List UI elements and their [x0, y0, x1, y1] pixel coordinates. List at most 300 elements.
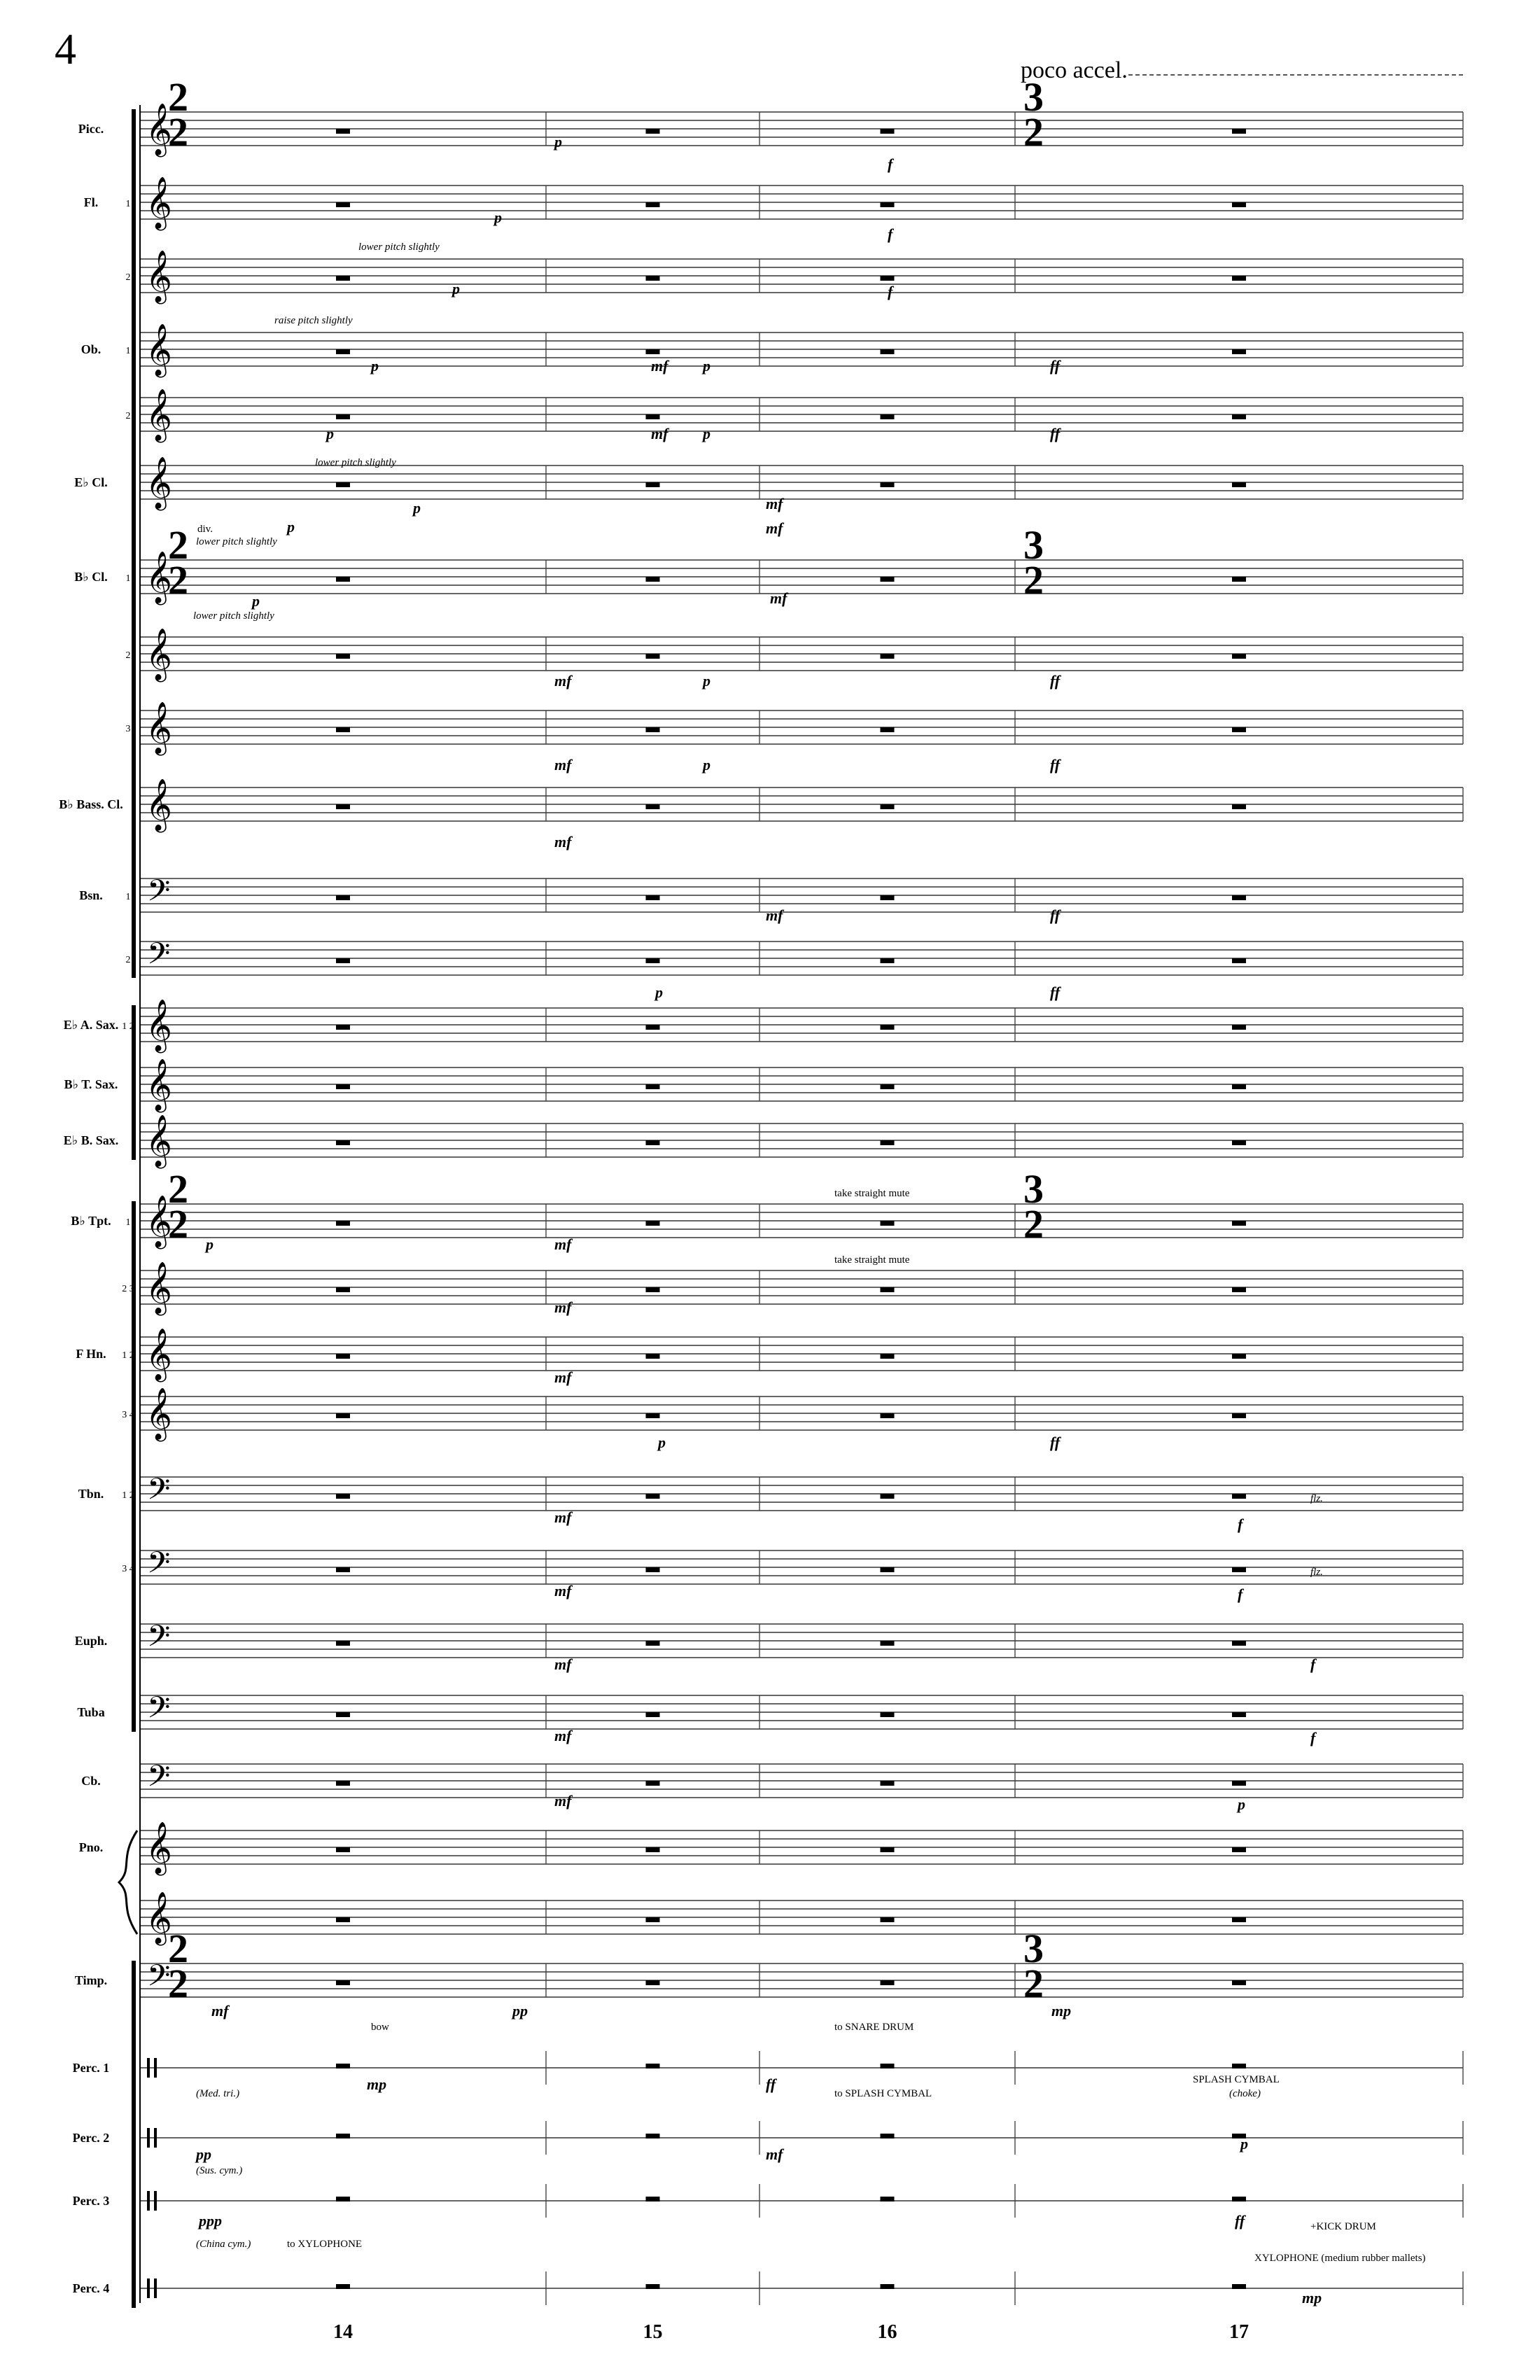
staff-number: 3 4	[122, 1410, 134, 1420]
dynamic-marking: ff	[766, 2076, 776, 2093]
dynamic-marking: mf	[651, 425, 668, 442]
rest-icon	[881, 1567, 895, 1572]
rest-icon	[881, 1354, 895, 1359]
dynamic-marking: mf	[554, 756, 572, 774]
dynamic-marking: ff	[1050, 425, 1060, 442]
instrument-label: Bsn.	[79, 888, 103, 902]
bass-clef-icon: 𝄢	[147, 938, 171, 978]
performance-annotation: SPLASH CYMBAL	[1193, 2074, 1280, 2085]
performance-annotation: bow	[371, 2022, 389, 2033]
rest-icon	[336, 349, 350, 354]
rest-icon	[646, 1917, 660, 1922]
rest-icon	[881, 2064, 895, 2068]
time-signature-numerator: 3	[1023, 522, 1044, 568]
performance-annotation: to SPLASH CYMBAL	[834, 2088, 932, 2099]
dynamic-marking: ff	[1050, 983, 1060, 1001]
rest-icon	[646, 1847, 660, 1852]
rest-icon	[336, 482, 350, 487]
time-signature-numerator: 2	[168, 1926, 188, 1971]
dynamic-marking: p	[413, 499, 421, 517]
measure-number: 16	[877, 2321, 897, 2343]
time-signature-denominator: 2	[168, 1201, 188, 1247]
rest-icon	[646, 2197, 660, 2202]
dynamic-marking: ff	[1235, 2212, 1245, 2230]
performance-annotation: (China cym.)	[196, 2239, 251, 2250]
bass-clef-icon: 𝄢	[147, 1547, 171, 1587]
treble-clef-icon: 𝄞	[146, 251, 172, 301]
rest-icon	[881, 958, 895, 963]
rest-icon	[1232, 1084, 1246, 1089]
staff-number: 1	[125, 1217, 131, 1228]
rest-icon	[1232, 2197, 1246, 2202]
rest-icon	[1232, 895, 1246, 900]
rest-icon	[646, 1221, 660, 1226]
percussion-clef-icon	[154, 2191, 157, 2211]
accel-dashed-line	[1128, 74, 1463, 76]
dynamic-marking: p	[252, 592, 260, 610]
rest-icon	[881, 2197, 895, 2202]
performance-annotation: flz.	[1310, 1493, 1323, 1504]
dynamic-marking: mf	[766, 2146, 783, 2163]
rest-icon	[646, 276, 660, 281]
treble-clef-icon: 𝄞	[146, 104, 172, 154]
rest-icon	[1232, 577, 1246, 582]
rest-icon	[646, 958, 660, 963]
treble-clef-icon: 𝄞	[146, 1000, 172, 1050]
rest-icon	[881, 2284, 895, 2289]
dynamic-marking: ppp	[199, 2212, 222, 2230]
rest-icon	[646, 1641, 660, 1646]
rest-icon	[336, 1025, 350, 1030]
instrument-label: E♭ B. Sax.	[63, 1133, 119, 1147]
rest-icon	[881, 129, 895, 134]
performance-annotation: lower pitch slightly	[358, 241, 440, 253]
dynamic-marking: mf	[554, 1368, 572, 1386]
instrument-labels	[59, 122, 134, 2295]
performance-annotation: div.	[197, 524, 213, 535]
staff-number: 1	[125, 346, 131, 356]
dynamic-marking: mp	[1302, 2289, 1322, 2306]
dynamic-marking: p	[703, 425, 710, 442]
instrument-label: Cb.	[81, 1774, 101, 1788]
rest-icon	[881, 1712, 895, 1717]
rest-icon	[1232, 1712, 1246, 1717]
rest-icon	[881, 202, 895, 207]
rest-icon	[881, 276, 895, 281]
measure-number: 14	[333, 2321, 353, 2343]
rest-icon	[881, 1413, 895, 1418]
treble-clef-icon: 𝄞	[146, 458, 172, 507]
rest-icon	[336, 1140, 350, 1145]
time-signature-denominator: 2	[1023, 1961, 1044, 2006]
percussion-clef-icon	[147, 2278, 150, 2298]
treble-clef-icon: 𝄞	[146, 629, 172, 679]
rest-icon	[881, 1221, 895, 1226]
rest-icon	[336, 1917, 350, 1922]
dynamic-marking: p	[554, 133, 562, 150]
percussion-clef-icon	[147, 2128, 150, 2148]
rest-icon	[336, 2134, 350, 2138]
tempo-marking: poco accel.	[1021, 57, 1128, 83]
rest-icon	[1232, 482, 1246, 487]
rest-icon	[1232, 414, 1246, 419]
dynamic-marking: p	[703, 672, 710, 690]
instrument-label: Picc.	[78, 122, 104, 136]
rest-icon	[881, 1025, 895, 1030]
instrument-label: Perc. 1	[72, 2061, 110, 2075]
treble-clef-icon: 𝄞	[146, 1389, 172, 1438]
rest-icon	[646, 414, 660, 419]
rest-icon	[1232, 1567, 1246, 1572]
rest-icon	[336, 654, 350, 659]
instrument-label: Ob.	[80, 342, 102, 356]
rest-icon	[336, 1567, 350, 1572]
rest-icon	[1232, 202, 1246, 207]
treble-clef-icon: 𝄞	[146, 1060, 172, 1110]
dynamic-marking: mf	[554, 1236, 572, 1253]
instrument-label: B♭ Bass. Cl.	[59, 797, 123, 811]
dynamic-marking: pp	[196, 2146, 211, 2163]
dynamic-marking: p	[655, 983, 663, 1001]
treble-clef-icon: 𝄞	[146, 1116, 172, 1166]
rest-icon	[881, 654, 895, 659]
rest-icon	[336, 1980, 350, 1985]
performance-annotation: XYLOPHONE (medium rubber mallets)	[1254, 2253, 1426, 2264]
rest-icon	[881, 1287, 895, 1292]
staff-number: 3	[125, 724, 131, 734]
treble-clef-icon: 𝄞	[146, 178, 172, 227]
treble-clef-icon: 𝄞	[146, 1329, 172, 1379]
instrument-label: E♭ Cl.	[74, 475, 108, 489]
instrument-label: Euph.	[74, 1634, 108, 1648]
rest-icon	[336, 895, 350, 900]
treble-clef-icon: 𝄞	[146, 703, 172, 752]
dynamic-marking: f	[888, 283, 893, 300]
rest-icon	[1232, 2064, 1246, 2068]
instrument-label: B♭ Tpt.	[71, 1214, 111, 1228]
staff-number: 3 4	[122, 1564, 134, 1574]
rest-icon	[336, 1084, 350, 1089]
dynamic-marking: f	[888, 225, 893, 243]
rest-icon	[336, 1641, 350, 1646]
rest-icon	[336, 1847, 350, 1852]
staff-number: 2	[125, 411, 131, 421]
performance-annotation: to XYLOPHONE	[287, 2239, 363, 2250]
dynamic-marking: f	[1310, 1729, 1316, 1746]
rest-icon	[881, 1140, 895, 1145]
staff-number: 2	[125, 955, 131, 965]
rest-icon	[1232, 1917, 1246, 1922]
dynamic-marking: ff	[1050, 357, 1060, 374]
bass-clef-icon: 𝄢	[147, 1960, 171, 2000]
rest-icon	[646, 2134, 660, 2138]
rest-icon	[1232, 129, 1246, 134]
staff-number: 1	[125, 892, 131, 902]
dynamic-marking: mf	[651, 357, 668, 374]
dynamic-marking: p	[452, 280, 460, 298]
rest-icon	[1232, 1025, 1246, 1030]
instrument-label: F Hn.	[76, 1347, 106, 1361]
rest-icon	[881, 1641, 895, 1646]
time-signature-numerator: 3	[1023, 1166, 1044, 1212]
time-signature-denominator: 2	[1023, 557, 1044, 603]
instrument-label: B♭ Cl.	[74, 570, 108, 584]
percussion-clef-icon	[147, 2058, 150, 2078]
rest-icon	[336, 1413, 350, 1418]
rest-icon	[646, 349, 660, 354]
rest-icon	[336, 129, 350, 134]
dynamic-marking: f	[1310, 1656, 1316, 1673]
rest-icon	[881, 1084, 895, 1089]
dynamic-marking: mp	[1051, 2002, 1072, 2019]
dynamic-marking: p	[658, 1434, 666, 1451]
rest-icon	[336, 414, 350, 419]
performance-annotation: take straight mute	[834, 1254, 910, 1266]
group-bracket	[132, 109, 136, 978]
rest-icon	[881, 577, 895, 582]
dynamic-marking: p	[1238, 1795, 1245, 1813]
staff-number: 1 2	[122, 1490, 134, 1501]
performance-annotation: lower pitch slightly	[193, 610, 274, 622]
treble-clef-icon: 𝄞	[146, 1263, 172, 1312]
instrument-label: Pno.	[78, 1840, 104, 1854]
rest-icon	[1232, 276, 1246, 281]
time-signatures	[168, 74, 1044, 2006]
time-signature-numerator: 2	[168, 74, 188, 120]
treble-clef-icon: 𝄞	[146, 552, 172, 602]
measure-numbers	[333, 2321, 1249, 2343]
performance-annotation: lower pitch slightly	[196, 536, 277, 547]
staff-system	[119, 104, 1463, 2308]
treble-clef-icon: 𝄞	[146, 325, 172, 374]
rest-icon	[1232, 804, 1246, 809]
rest-icon	[1232, 1980, 1246, 1985]
rest-icon	[1232, 1781, 1246, 1786]
rest-icon	[646, 1567, 660, 1572]
dynamic-marking: ff	[1050, 1434, 1060, 1451]
dynamic-marking: mp	[367, 2076, 387, 2093]
instrument-label: Fl.	[83, 195, 99, 209]
performance-annotation: flz.	[1310, 1567, 1323, 1578]
percussion-clef-icon	[154, 2278, 157, 2298]
time-signature-numerator: 3	[1023, 1926, 1044, 1971]
rest-icon	[646, 1025, 660, 1030]
performance-annotation: take straight mute	[834, 1188, 910, 1199]
dynamic-marking: mf	[766, 906, 783, 924]
group-bracket	[132, 1201, 136, 1732]
rest-icon	[646, 1494, 660, 1499]
rest-icon	[646, 727, 660, 732]
rest-icon	[881, 349, 895, 354]
dynamic-marking: mf	[554, 1508, 572, 1526]
treble-clef-icon: 𝄞	[146, 1196, 172, 1246]
rest-icon	[881, 1847, 895, 1852]
dynamic-marking: mf	[766, 495, 783, 512]
rest-icon	[881, 804, 895, 809]
rest-icon	[1232, 654, 1246, 659]
staff-number: 2	[125, 650, 131, 661]
rest-icon	[336, 1221, 350, 1226]
rest-icon	[646, 202, 660, 207]
notation	[336, 129, 1246, 2289]
instrument-label: Perc. 3	[72, 2194, 110, 2208]
rest-icon	[881, 1494, 895, 1499]
performance-annotation: (Med. tri.)	[196, 2088, 240, 2099]
performance-annotation: (choke)	[1229, 2088, 1261, 2099]
percussion-clef-icon	[154, 2058, 157, 2078]
rest-icon	[1232, 1287, 1246, 1292]
staff-number: 1 2	[122, 1021, 134, 1032]
rest-icon	[881, 2134, 895, 2138]
instrument-label: Tuba	[77, 1705, 105, 1719]
instrument-label: Tbn.	[78, 1487, 104, 1501]
instrument-label: E♭ A. Sax.	[63, 1018, 119, 1032]
percussion-clef-icon	[154, 2128, 157, 2148]
dynamic-marking: p	[371, 357, 379, 374]
time-signature-denominator: 2	[1023, 109, 1044, 155]
staff-number: 1 2	[122, 1350, 134, 1361]
staff-number: 1	[125, 199, 131, 209]
performance-annotation: lower pitch slightly	[315, 457, 396, 468]
dynamic-marking: mf	[554, 1792, 572, 1809]
dynamic-marking: mf	[554, 1656, 572, 1673]
instrument-label: Timp.	[74, 1973, 108, 1987]
instrument-label: B♭ T. Sax.	[64, 1077, 118, 1091]
rest-icon	[336, 804, 350, 809]
dynamic-marking: mf	[554, 833, 572, 850]
measure-number: 15	[643, 2321, 663, 2343]
dynamic-marking: mf	[554, 1298, 572, 1316]
staff-number: 2 3	[122, 1284, 134, 1294]
treble-clef-icon: 𝄞	[146, 390, 172, 440]
rest-icon	[646, 1287, 660, 1292]
rest-icon	[1232, 1641, 1246, 1646]
rest-icon	[1232, 2284, 1246, 2289]
rest-icon	[646, 1140, 660, 1145]
time-signature-denominator: 2	[1023, 1201, 1044, 1247]
bass-clef-icon: 𝄢	[147, 1692, 171, 1732]
rest-icon	[881, 1781, 895, 1786]
dynamic-marking: p	[1240, 2135, 1248, 2152]
dynamic-marking: p	[494, 209, 502, 226]
rest-icon	[336, 1781, 350, 1786]
percussion-clef-icon	[147, 2191, 150, 2211]
rest-icon	[336, 2197, 350, 2202]
rest-icon	[881, 895, 895, 900]
rest-icon	[881, 482, 895, 487]
dynamic-marking: mf	[554, 1582, 572, 1600]
bass-clef-icon: 𝄢	[147, 1620, 171, 1660]
rest-icon	[1232, 1221, 1246, 1226]
performance-annotation: raise pitch slightly	[274, 315, 353, 326]
rest-icon	[646, 804, 660, 809]
annotations	[193, 241, 1426, 2264]
dynamic-marking: pp	[512, 2002, 528, 2019]
rest-icon	[646, 2284, 660, 2289]
dynamic-marking: mf	[554, 1727, 572, 1744]
rest-icon	[336, 1287, 350, 1292]
rest-icon	[646, 1084, 660, 1089]
dynamic-marking: ff	[1050, 756, 1060, 774]
bass-clef-icon: 𝄢	[147, 875, 171, 915]
dynamic-marking: mf	[766, 519, 783, 537]
rest-icon	[646, 1413, 660, 1418]
rest-icon	[336, 958, 350, 963]
dynamic-marking: f	[888, 155, 893, 173]
dynamic-marking: mf	[554, 672, 572, 690]
rest-icon	[336, 1712, 350, 1717]
rest-icon	[336, 276, 350, 281]
staff-number: 2	[125, 272, 131, 283]
rest-icon	[1232, 1140, 1246, 1145]
dynamic-marking: p	[703, 357, 710, 374]
measure-number: 17	[1229, 2321, 1249, 2343]
dynamic-marking: p	[206, 1236, 214, 1253]
dynamic-marking: f	[1238, 1516, 1243, 1533]
treble-clef-icon: 𝄞	[146, 780, 172, 830]
treble-clef-icon: 𝄞	[146, 1893, 172, 1942]
piano-brace	[119, 1830, 137, 1934]
rest-icon	[1232, 1494, 1246, 1499]
staff-number: 1	[125, 573, 131, 584]
rest-icon	[646, 129, 660, 134]
rest-icon	[646, 654, 660, 659]
performance-annotation: to SNARE DRUM	[834, 2022, 914, 2033]
rest-icon	[336, 202, 350, 207]
rest-icon	[646, 577, 660, 582]
rest-icon	[336, 2284, 350, 2289]
time-signature-numerator: 2	[168, 1166, 188, 1212]
treble-clef-icon: 𝄞	[146, 1823, 172, 1872]
rest-icon	[336, 2064, 350, 2068]
rest-icon	[881, 1917, 895, 1922]
performance-annotation: +KICK DRUM	[1310, 2221, 1376, 2232]
rest-icon	[646, 482, 660, 487]
rest-icon	[1232, 1354, 1246, 1359]
rest-icon	[646, 2064, 660, 2068]
rest-icon	[881, 1980, 895, 1985]
rest-icon	[881, 414, 895, 419]
rest-icon	[646, 1980, 660, 1985]
dynamic-marking: p	[326, 425, 334, 442]
performance-annotation: (Sus. cym.)	[196, 2165, 243, 2176]
rest-icon	[1232, 958, 1246, 963]
rest-icon	[1232, 1847, 1246, 1852]
dynamic-marking: mf	[770, 589, 788, 607]
group-bracket	[132, 1961, 136, 2308]
time-signature-denominator: 2	[168, 1961, 188, 2006]
rest-icon	[1232, 1413, 1246, 1418]
rest-icon	[336, 1494, 350, 1499]
rest-icon	[336, 1354, 350, 1359]
rest-icon	[646, 1354, 660, 1359]
bass-clef-icon: 𝄢	[147, 1474, 171, 1513]
page-number: 4	[55, 26, 76, 74]
dynamic-marking: mf	[211, 2002, 229, 2019]
time-signature-numerator: 3	[1023, 74, 1044, 120]
time-signature-denominator: 2	[168, 109, 188, 155]
rest-icon	[646, 1712, 660, 1717]
rest-icon	[646, 1781, 660, 1786]
dynamic-marking: f	[1238, 1586, 1243, 1603]
rest-icon	[1232, 727, 1246, 732]
instrument-label: Perc. 4	[72, 2281, 110, 2295]
dynamic-marking: ff	[1050, 906, 1060, 924]
rest-icon	[336, 727, 350, 732]
dynamic-marking: p	[703, 756, 710, 774]
rest-icon	[336, 577, 350, 582]
rest-icon	[881, 727, 895, 732]
